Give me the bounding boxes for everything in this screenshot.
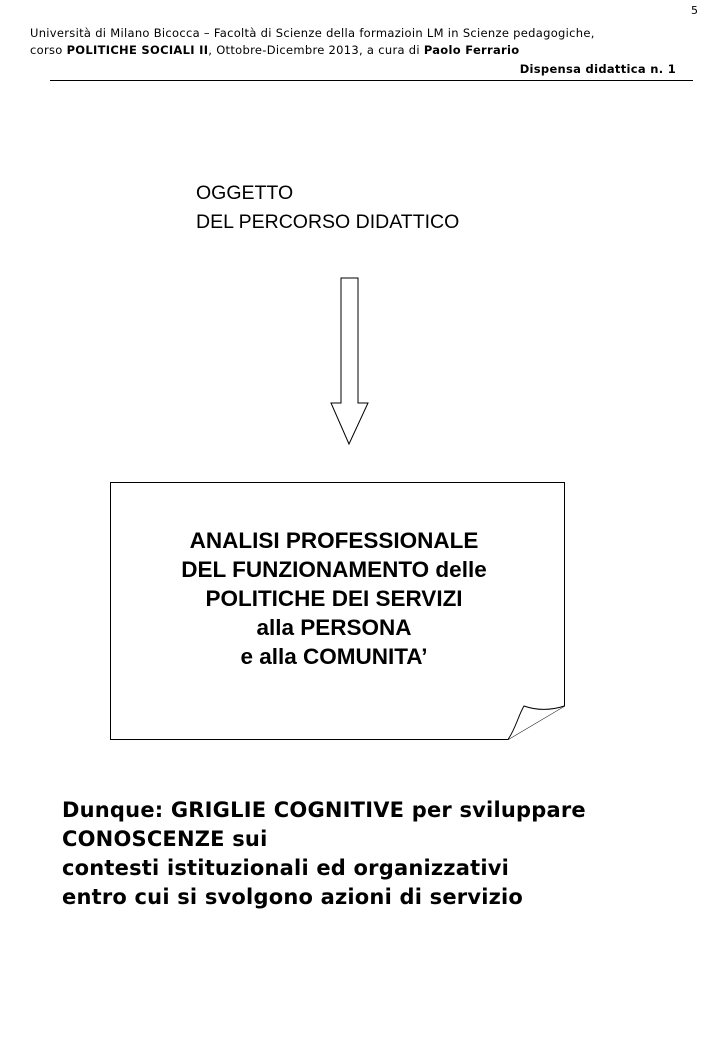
page-number: 5: [691, 4, 698, 17]
header-handout-label: Dispensa didattica n. 1: [519, 62, 676, 76]
note-line: e alla COMUNITA’: [240, 644, 428, 669]
header-course-line: [30, 43, 680, 57]
header-author: Paolo Ferrario: [423, 43, 520, 57]
conclusion-line: CONOSCENZE sui: [62, 827, 268, 851]
header-course-prefix: corso: [30, 43, 67, 57]
conclusion-line: Dunque: GRIGLIE COGNITIVE per sviluppare: [62, 798, 586, 822]
note-line: alla PERSONA: [256, 615, 412, 640]
header-course-dates: , Ottobre-Dicembre 2013, a cura di: [208, 43, 424, 57]
header-institution: Università di Milano Bicocca – Facoltà di Scienze della formazioin LM in Scienze pedagogiche,: [30, 26, 595, 40]
note-line: DEL FUNZIONAMENTO delle: [181, 557, 487, 582]
header-rule: [50, 80, 693, 81]
topic-heading: [196, 179, 459, 237]
header-course-name: POLITICHE SOCIALI II: [66, 43, 209, 57]
topic-line-2: DEL PERCORSO DIDATTICO: [196, 211, 460, 233]
note-box-text: [110, 526, 558, 671]
down-arrow-icon: [328, 276, 372, 448]
conclusion-line: contesti istituzionali ed organizzativi: [62, 856, 510, 880]
topic-line-1: OGGETTO: [196, 182, 294, 204]
note-line: POLITICHE DEI SERVIZI: [205, 586, 463, 611]
note-line: ANALISI PROFESSIONALE: [189, 528, 479, 553]
conclusion-text: [62, 796, 586, 912]
conclusion-line: entro cui si svolgono azioni di servizio: [62, 885, 524, 909]
